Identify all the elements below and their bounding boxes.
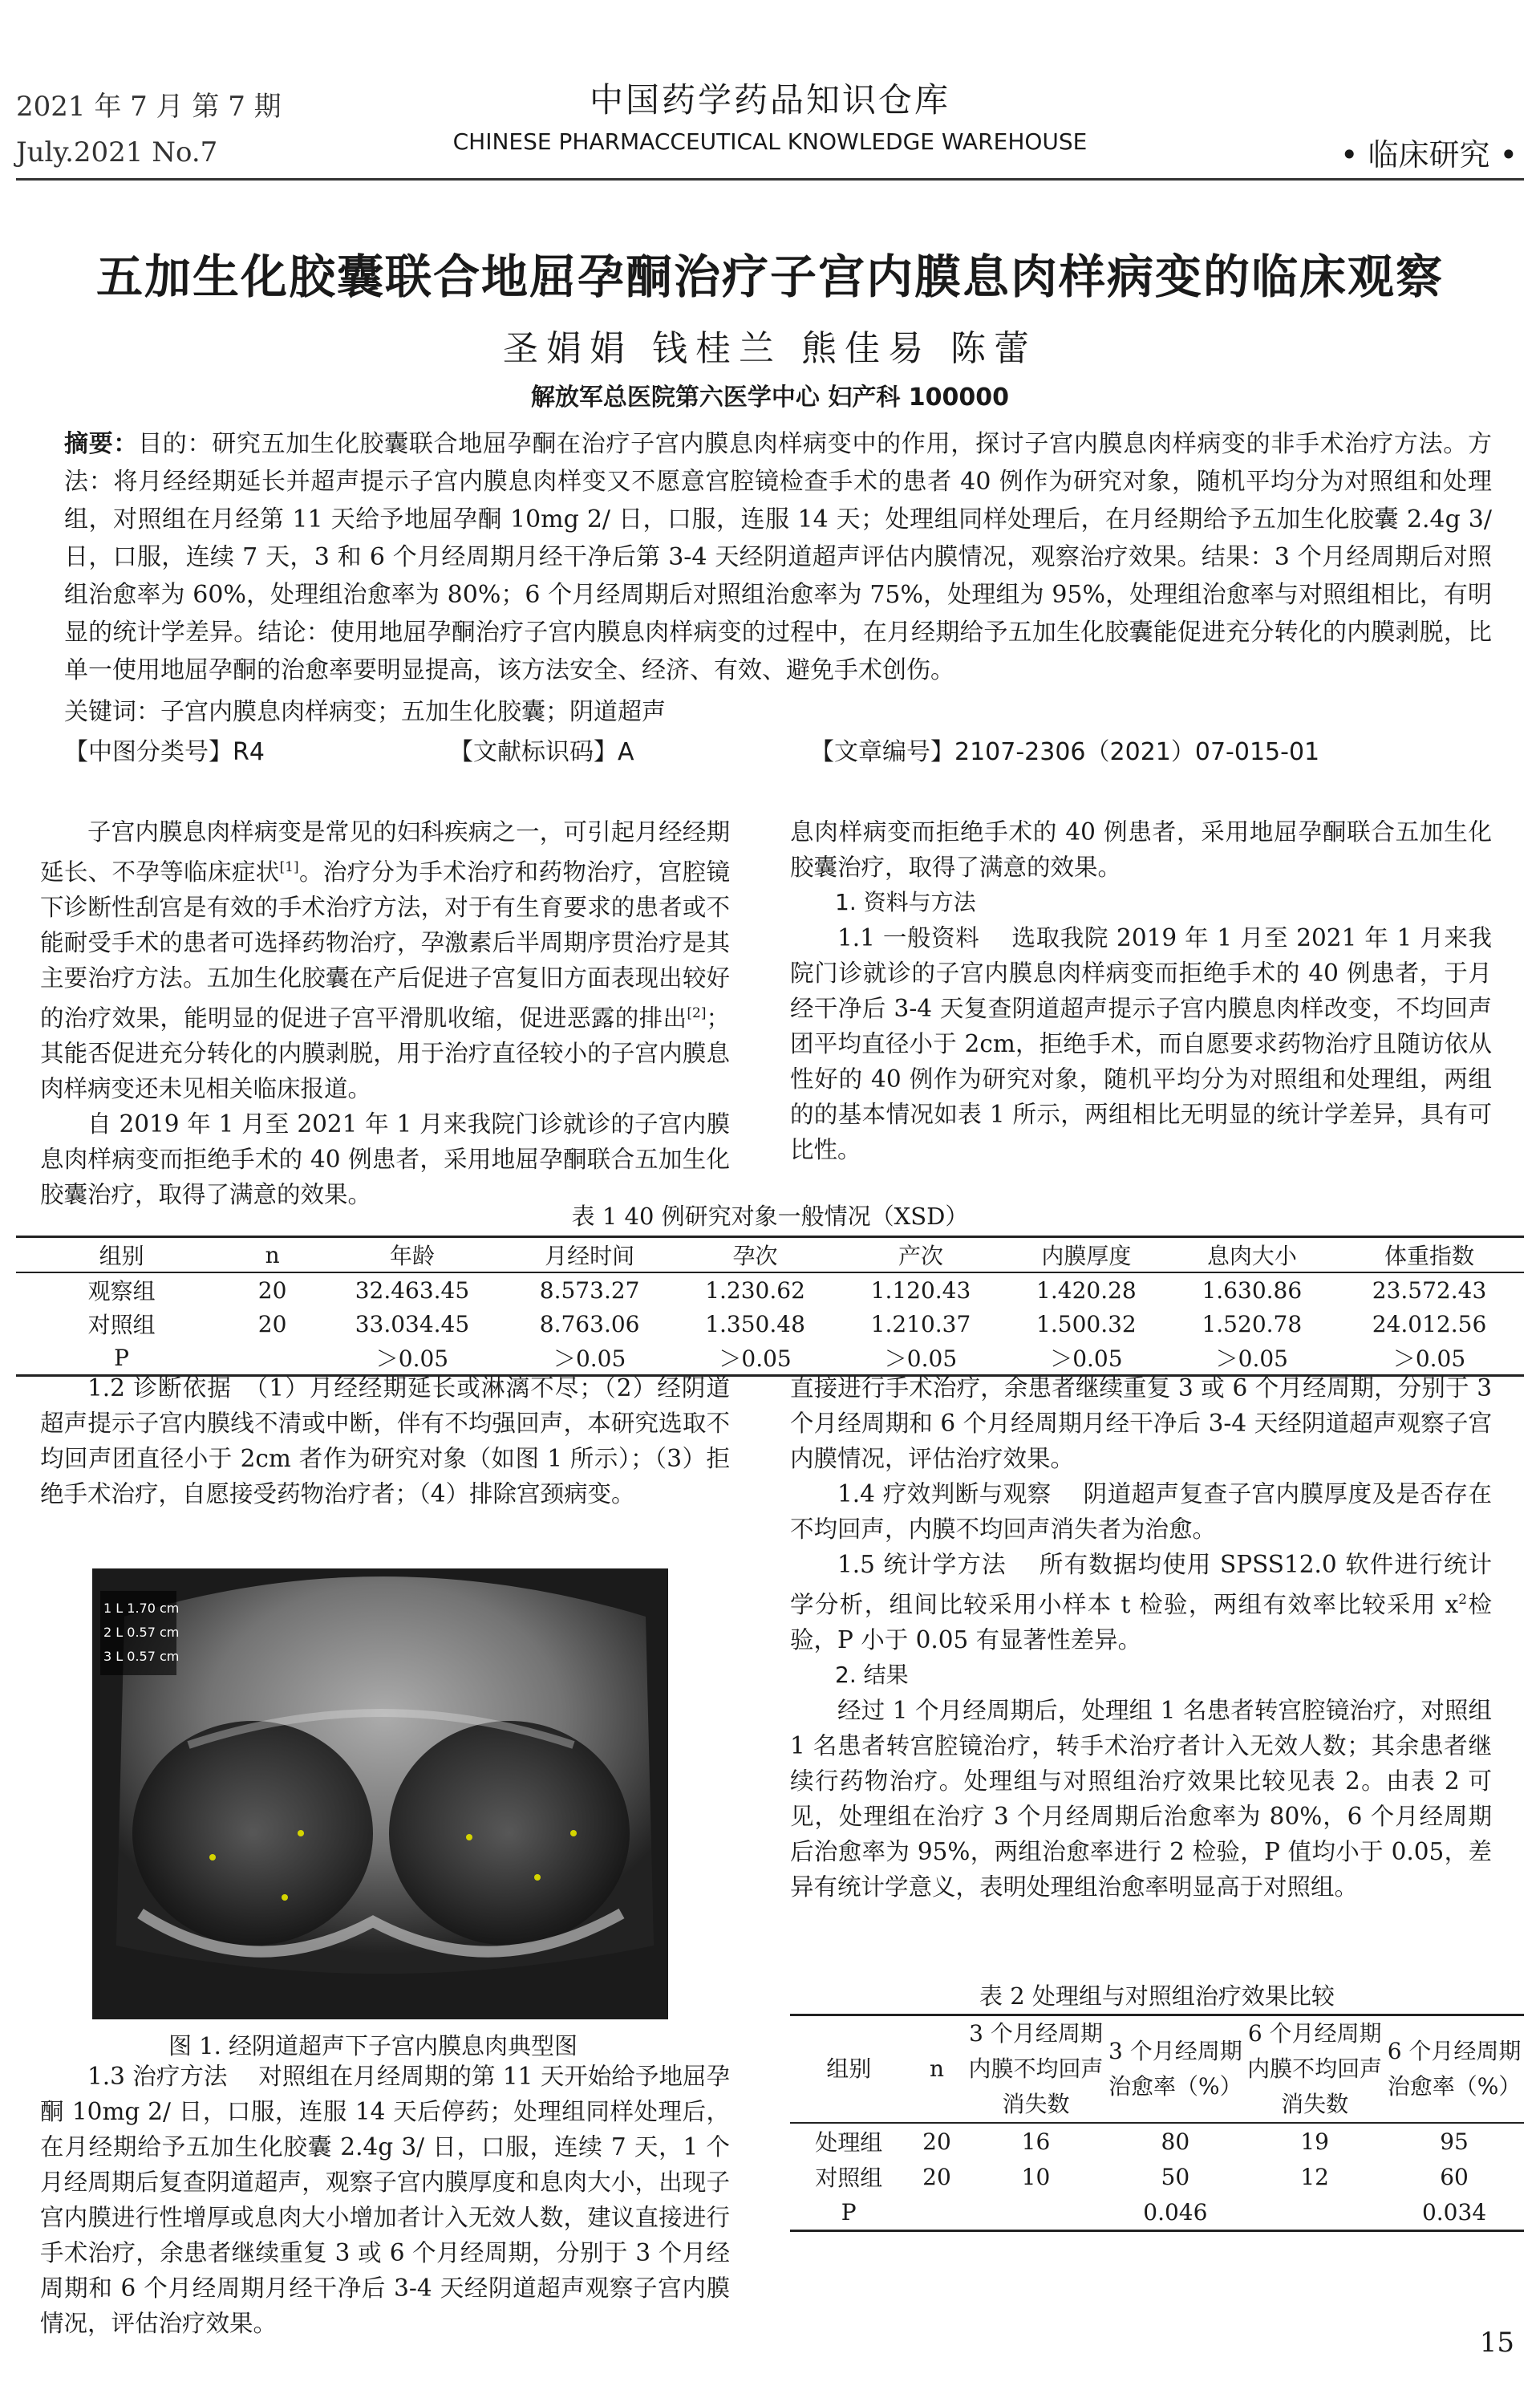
table-cell: 20 <box>257 1276 287 1304</box>
table-cell: 对照组 <box>87 1312 156 1338</box>
table-cell: 处理组 <box>815 2129 883 2156</box>
issue-en: July.2021 No.7 <box>16 136 218 168</box>
article-title: 五加生化胶囊联合地屈孕酮治疗子宫内膜息肉样病变的临床观察 <box>95 250 1444 304</box>
ultrasound-image <box>92 1568 668 2019</box>
table-cell: ＞0.05 <box>553 1345 626 1372</box>
table1-header: 体重指数 <box>1335 1237 1524 1273</box>
table-cell <box>967 2194 1106 2231</box>
table1-header: 月经时间 <box>507 1237 672 1273</box>
table-cell: 1.420.28 <box>1036 1276 1137 1304</box>
table-row <box>790 2123 1524 2159</box>
table-cell: ＞0.05 <box>375 1345 449 1372</box>
table-cell: 80 <box>1161 2128 1190 2155</box>
document-code: 【文献标识码】A <box>449 738 634 766</box>
table1-header: 息肉大小 <box>1169 1237 1335 1273</box>
table1-header-row <box>16 1237 1524 1273</box>
table-row <box>16 1307 1524 1341</box>
figure1-caption: 图 1. 经阴道超声下子宫内膜息肉典型图 <box>168 2032 578 2059</box>
table-cell: 对照组 <box>815 2165 883 2191</box>
table2 <box>790 2014 1524 2232</box>
table-cell: 20 <box>922 2163 951 2190</box>
table-cell: 50 <box>1161 2163 1190 2190</box>
table-cell: 20 <box>257 1310 287 1337</box>
measurement-label: 1 L 1.70 cm <box>103 1601 180 1616</box>
table-cell: 1.520.78 <box>1202 1310 1303 1337</box>
table-cell: 60 <box>1440 2163 1469 2190</box>
table1-header: 内膜厚度 <box>1003 1237 1169 1273</box>
measurement-label: 3 L 0.57 cm <box>103 1649 180 1664</box>
table-cell <box>1245 2194 1384 2231</box>
table2-header: 组别 <box>790 2015 907 2124</box>
intro-paragraph-1: 子宫内膜息肉样病变是常见的妇科疾病之一，可引起月经经期延长、不孕等临床症状[1]。治疗分为手术治疗和药物治疗，宫腔镜下诊断性刮宫是有效的手术治疗方法，对于有生育要求的患者或不能耐受手术的患者可选择药物治疗，孕激素后半周期序贯治疗是其主要治疗方法。五加生化胶囊在产后促进子宫复旧方面表现出较好的治疗效果，能明显的促进子宫平滑肌收缩，促进恶露的排出[2]；其能否促进充分转化的内膜剥脱，用于治疗直径较小的子宫内膜息肉样病变还未见相关临床报道。 <box>40 818 730 1102</box>
article-number: 【文章编号】2107-2306（2021）07-015-01 <box>810 738 1320 766</box>
section-heading-2: 2. 结果 <box>835 1661 909 1688</box>
section-1-3: 1.3 治疗方法 对照组在月经周期的第 11 天开始给予地屈孕酮 10mg 2/ 日，口服，连服 14 天后停药；处理组同样处理后，在月经期给予五加生化胶囊 2.4g 3/ 日，口服，连续 7 天，1 个月经周期后复查阴道超声，观察子宫内膜厚度和息肉大小，出现子宫内膜进行性增厚或息肉大小增加者计入无效人数，建议直接进行手术治疗，余患者继续重复 3 或 6 个月经周期，分别于 3 个月经周期和 6 个月经周期月经干净后 3-4 天经阴道超声观察子宫内膜情况，评估治疗效果。 <box>40 2063 730 2337</box>
section-heading-1: 1. 资料与方法 <box>835 889 976 915</box>
table2-header: 6 个月经周期内膜不均回声消失数 <box>1245 2015 1384 2124</box>
table-cell: 1.630.86 <box>1202 1276 1303 1304</box>
table2-header: n <box>907 2015 966 2124</box>
section-1-5: 1.5 统计学方法 所有数据均使用 SPSS12.0 软件进行统计学分析，组间比较采用小样本 t 检验，两组有效率比较采用 $x^2$检验，P 小于 0.05 有显著性差异。 <box>790 1551 1492 1654</box>
table-cell: 0.046 <box>1143 2198 1208 2226</box>
table-cell: 观察组 <box>87 1278 156 1305</box>
table1 <box>16 1236 1524 1377</box>
table-cell: 33.034.45 <box>355 1310 470 1337</box>
table1-header: 产次 <box>838 1237 1003 1273</box>
citation-1[interactable]: [1] <box>279 859 299 875</box>
table1-caption: 表 1 40 例研究对象一般情况（XSD） <box>571 1203 969 1230</box>
table-row <box>790 2159 1524 2194</box>
table2-header-row <box>790 2015 1524 2124</box>
section-1-3-cont: 直接进行手术治疗，余患者继续重复 3 或 6 个月经周期，分别于 3 个月经周期和 6 个月经周期月经干净后 3-4 天经阴道超声观察子宫内膜情况，评估治疗效果。 <box>790 1374 1492 1472</box>
table-cell: 23.572.43 <box>1372 1276 1487 1304</box>
section-1-1: 1.1 一般资料 选取我院 2019 年 1 月至 2021 年 1 月来我院门诊就诊的子宫内膜息肉样病变而拒绝手术的 40 例患者，于月经干净后 3-4 天复查阴道超声提示子宫内膜息肉样改变，不均回声团平均直径小于 2cm，拒绝手术，而自愿要求药物治疗且随访依从性好的 40 例作为研究对象，随机平均分为对照组和处理组，两组的的基本情况如表 1 所示，两组相比无明显的统计学差异，具有可比性。 <box>790 924 1492 1163</box>
table-cell: 19 <box>1300 2128 1329 2155</box>
journal-title-en: CHINESE PHARMACCEUTICAL KNOWLEDGE WAREHOUSE <box>452 128 1088 155</box>
table2-header: 3 个月经周期内膜不均回声消失数 <box>967 2015 1106 2124</box>
left-column-treatment <box>40 2059 730 2337</box>
right-column-bottom <box>790 1370 1492 1905</box>
table-cell: ＞0.05 <box>1050 1345 1123 1372</box>
table-cell: 16 <box>1021 2128 1051 2155</box>
section-1-4: 1.4 疗效判断与观察 阴道超声复查子宫内膜厚度及是否存在不均回声，内膜不均回声消失者为治愈。 <box>790 1480 1492 1543</box>
table-cell: 20 <box>922 2128 951 2155</box>
header-rule <box>16 178 1524 181</box>
table2-header: 6 个月经周期治愈率（%） <box>1384 2015 1524 2124</box>
table1-header: 组别 <box>16 1237 227 1273</box>
table-cell: 95 <box>1440 2128 1469 2155</box>
table-cell: 8.763.06 <box>539 1310 640 1337</box>
keywords: 关键词：子宫内膜息肉样病变；五加生化胶囊；阴道超声 <box>64 698 666 726</box>
table-cell: 12 <box>1300 2163 1329 2190</box>
table1-header: n <box>227 1237 318 1273</box>
abstract <box>64 425 1492 689</box>
table-cell: ＞0.05 <box>884 1345 958 1372</box>
abstract-text: 目的：研究五加生化胶囊联合地屈孕酮在治疗子宫内膜息肉样病变中的作用，探讨子宫内膜息肉样病变的非手术治疗方法。方法：将月经经期延长并超声提示子宫内膜息肉样变又不愿意宫腔镜检查手术的患者 40 例作为研究对象，随机平均分为对照组和处理组，对照组在月经第 11 天给予地屈孕酮 10mg 2/ 日，口服，连服 14 天；处理组同样处理后，在月经期给予五加生化胶囊 2.4g 3/ 日，口服，连续 7 天，3 和 6 个月经周期月经干净后第 3-4 天经阴道超声评估内膜情况，观察治疗效果。结果：3 个月经周期后对照组治愈率为 60%，处理组治愈率为 80%；6 个月经周期后对照组治愈率为 75%，处理组为 95%，处理组治愈率与对照组相比，有明显的统计学差异。结论：使用地屈孕酮治疗子宫内膜息肉样病变的过程中，在月经期给予五加生化胶囊能促进充分转化的内膜剥脱，比单一使用地屈孕酮的治愈率要明显提高，该方法安全、经济、有效、避免手术创伤。 <box>64 430 1493 684</box>
intro-paragraph-2-cont: 息肉样病变而拒绝手术的 40 例患者，采用地屈孕酮联合五加生化胶囊治疗，取得了满意的效果。 <box>790 818 1492 881</box>
affiliation: 解放军总医院第六医学中心 妇产科 100000 <box>530 383 1010 412</box>
table-cell: 1.500.32 <box>1036 1310 1137 1337</box>
table-cell: 0.034 <box>1421 2198 1487 2226</box>
measurement-label: 2 L 0.57 cm <box>103 1625 180 1640</box>
issue-cn: 2021 年 7 月 第 7 期 <box>16 91 282 123</box>
table-cell: ＞0.05 <box>1215 1345 1288 1372</box>
table1-header: 孕次 <box>672 1237 837 1273</box>
clc-number: 【中图分类号】R4 <box>64 738 265 766</box>
section-1-2: 1.2 诊断依据 （1）月经经期延长或淋漓不尽；（2）经阴道超声提示子宫内膜线不清或中断，伴有不均强回声，本研究选取不均回声团直径小于 2cm 者作为研究对象（如图 1 所示）；（3）拒绝手术治疗，自愿接受药物治疗者；（4）排除宫颈病变。 <box>40 1374 730 1507</box>
table-cell: 1.120.43 <box>870 1276 971 1304</box>
section-label: • 临床研究 • <box>1340 137 1518 172</box>
table-cell: 24.012.56 <box>1372 1310 1487 1337</box>
table2-caption: 表 2 处理组与对照组治疗效果比较 <box>979 1982 1335 2010</box>
table-cell: 8.573.27 <box>539 1276 640 1304</box>
results-paragraph: 经过 1 个月经周期后，处理组 1 名患者转宫腔镜治疗，对照组 1 名患者转宫腔镜治疗，转手术治疗者计入无效人数；其余患者继续行药物治疗。处理组与对照组治疗效果比较见表 2。由表 2 可见，处理组在治疗 3 个月经周期后治愈率为 80%，6 个月经周期后治愈率为 95%，两组治愈率进行 2 检验，P 值均小于 0.05，差异有统计学意义，表明处理组治愈率明显高于对照组。 <box>790 1696 1492 1901</box>
left-column-top <box>40 814 730 1208</box>
table-cell <box>907 2194 966 2231</box>
table-row <box>16 1272 1524 1307</box>
table1-header: 年龄 <box>318 1237 507 1273</box>
table-row <box>790 2194 1524 2231</box>
page-number: 15 <box>1479 2327 1514 2359</box>
journal-title-cn: 中国药学药品知识仓库 <box>589 80 950 120</box>
table-cell: P <box>841 2198 857 2226</box>
table-cell: 1.210.37 <box>870 1310 971 1337</box>
abstract-label: 摘要： <box>64 430 139 458</box>
table-cell: 1.350.48 <box>705 1310 805 1337</box>
intro-paragraph-2: 自 2019 年 1 月至 2021 年 1 月来我院门诊就诊的子宫内膜息肉样病变而拒绝手术的 40 例患者，采用地屈孕酮联合五加生化胶囊治疗，取得了满意的效果。 <box>40 1110 730 1208</box>
table-cell: ＞0.05 <box>719 1345 792 1372</box>
table-cell: P <box>114 1344 130 1371</box>
table-cell: 32.463.45 <box>355 1276 470 1304</box>
table-cell: 1.230.62 <box>705 1276 805 1304</box>
table-cell: 10 <box>1021 2163 1051 2190</box>
citation-2[interactable]: [2] <box>687 1004 707 1021</box>
table2-header: 3 个月经周期治愈率（%） <box>1105 2015 1245 2124</box>
ultrasound-figure <box>92 1568 668 2019</box>
right-column-top <box>790 814 1492 1167</box>
authors: 圣娟娟 钱桂兰 熊佳易 陈蕾 <box>503 328 1037 369</box>
table-cell: ＞0.05 <box>1392 1345 1466 1372</box>
left-column-bottom <box>40 1370 730 1512</box>
